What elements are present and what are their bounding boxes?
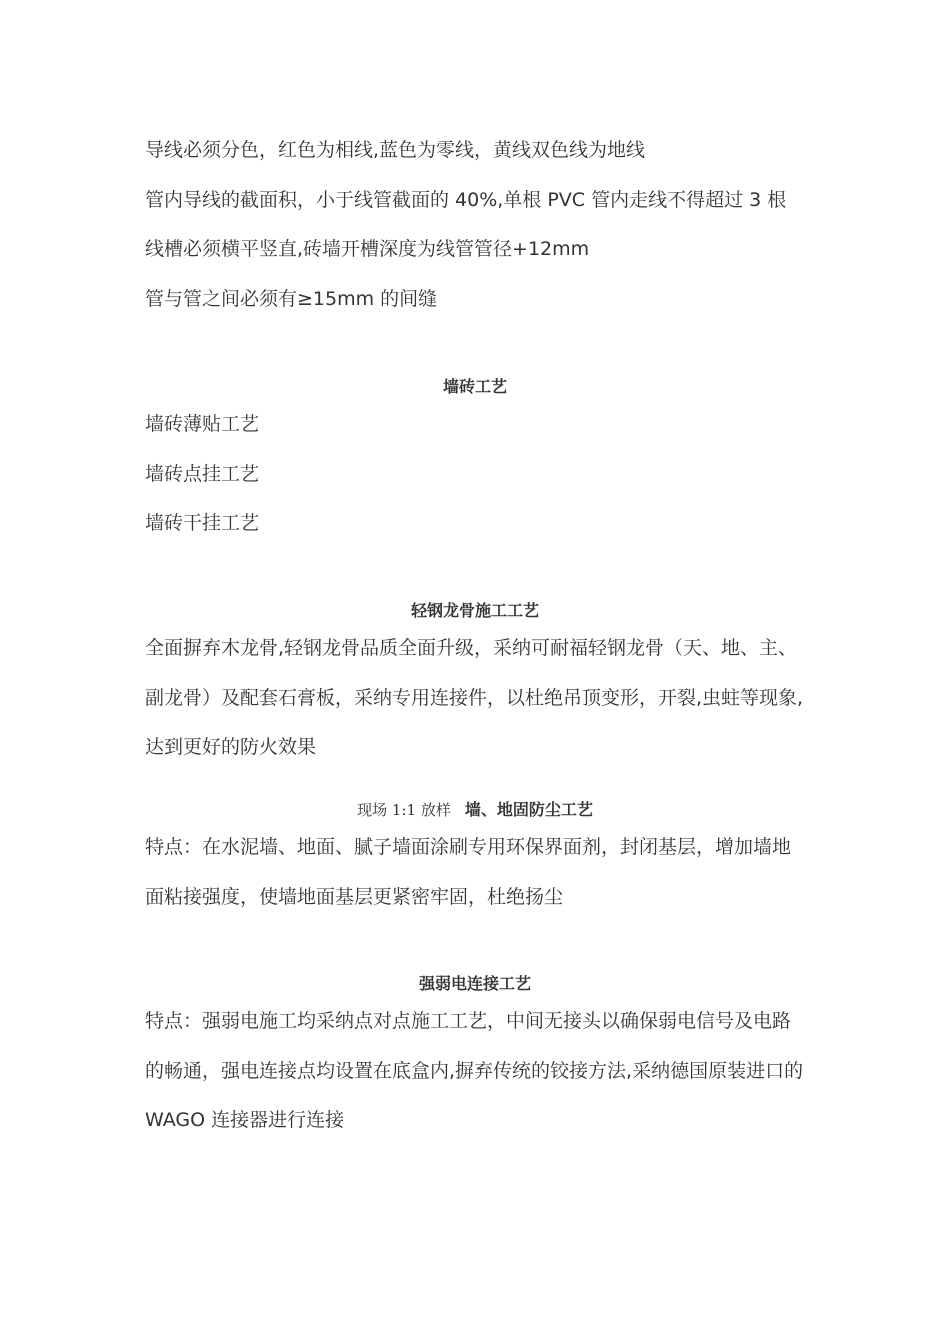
section-heading-tile: 墙砖工艺	[442, 377, 507, 396]
heading-title: 墙、地固防尘工艺	[464, 800, 593, 819]
paragraph-line: 管与管之间必须有≥15mm 的间缝	[145, 288, 438, 310]
heading-prefix: 现场 1:1 放样	[357, 801, 451, 819]
section-heading-dustproof	[0, 799, 950, 821]
paragraph-line: 特点：强弱电施工均采纳点对点施工工艺，中间无接头以确保弱电信号及电路	[145, 1010, 792, 1032]
paragraph-line: WAGO 连接器进行连接	[145, 1109, 345, 1131]
section-heading-electric: 强弱电连接工艺	[418, 974, 531, 993]
paragraph-line: 导线必须分色，红色为相线,蓝色为零线，黄线双色线为地线	[145, 139, 646, 161]
list-item: 墙砖点挂工艺	[145, 463, 260, 485]
paragraph-line: 线槽必须横平竖直,砖墙开槽深度为线管管径+12mm	[145, 238, 590, 260]
paragraph-line: 特点：在水泥墙、地面、腻子墙面涂刷专用环保界面剂，封闭基层，增加墙地	[145, 836, 792, 858]
paragraph-line: 面粘接强度，使墙地面基层更紧密牢固，杜绝扬尘	[145, 886, 564, 908]
paragraph-line: 管内导线的截面积，小于线管截面的 40%,单根 PVC 管内走线不得超过 3 根	[145, 189, 787, 211]
paragraph-line: 副龙骨）及配套石膏板，采纳专用连接件，以杜绝吊顶变形，开裂,虫蛀等现象,	[145, 687, 804, 709]
paragraph-line: 全面摒弃木龙骨,轻钢龙骨品质全面升级，采纳可耐福轻钢龙骨（天、地、主、	[145, 637, 798, 659]
paragraph-line: 达到更好的防火效果	[145, 736, 317, 758]
section-heading-keel: 轻钢龙骨施工工艺	[410, 601, 539, 620]
list-item: 墙砖薄贴工艺	[145, 413, 260, 435]
list-item: 墙砖干挂工艺	[145, 512, 260, 534]
paragraph-line: 的畅通，强电连接点均设置在底盒内,摒弃传统的铰接方法,采纳德国原装进口的	[145, 1060, 804, 1082]
